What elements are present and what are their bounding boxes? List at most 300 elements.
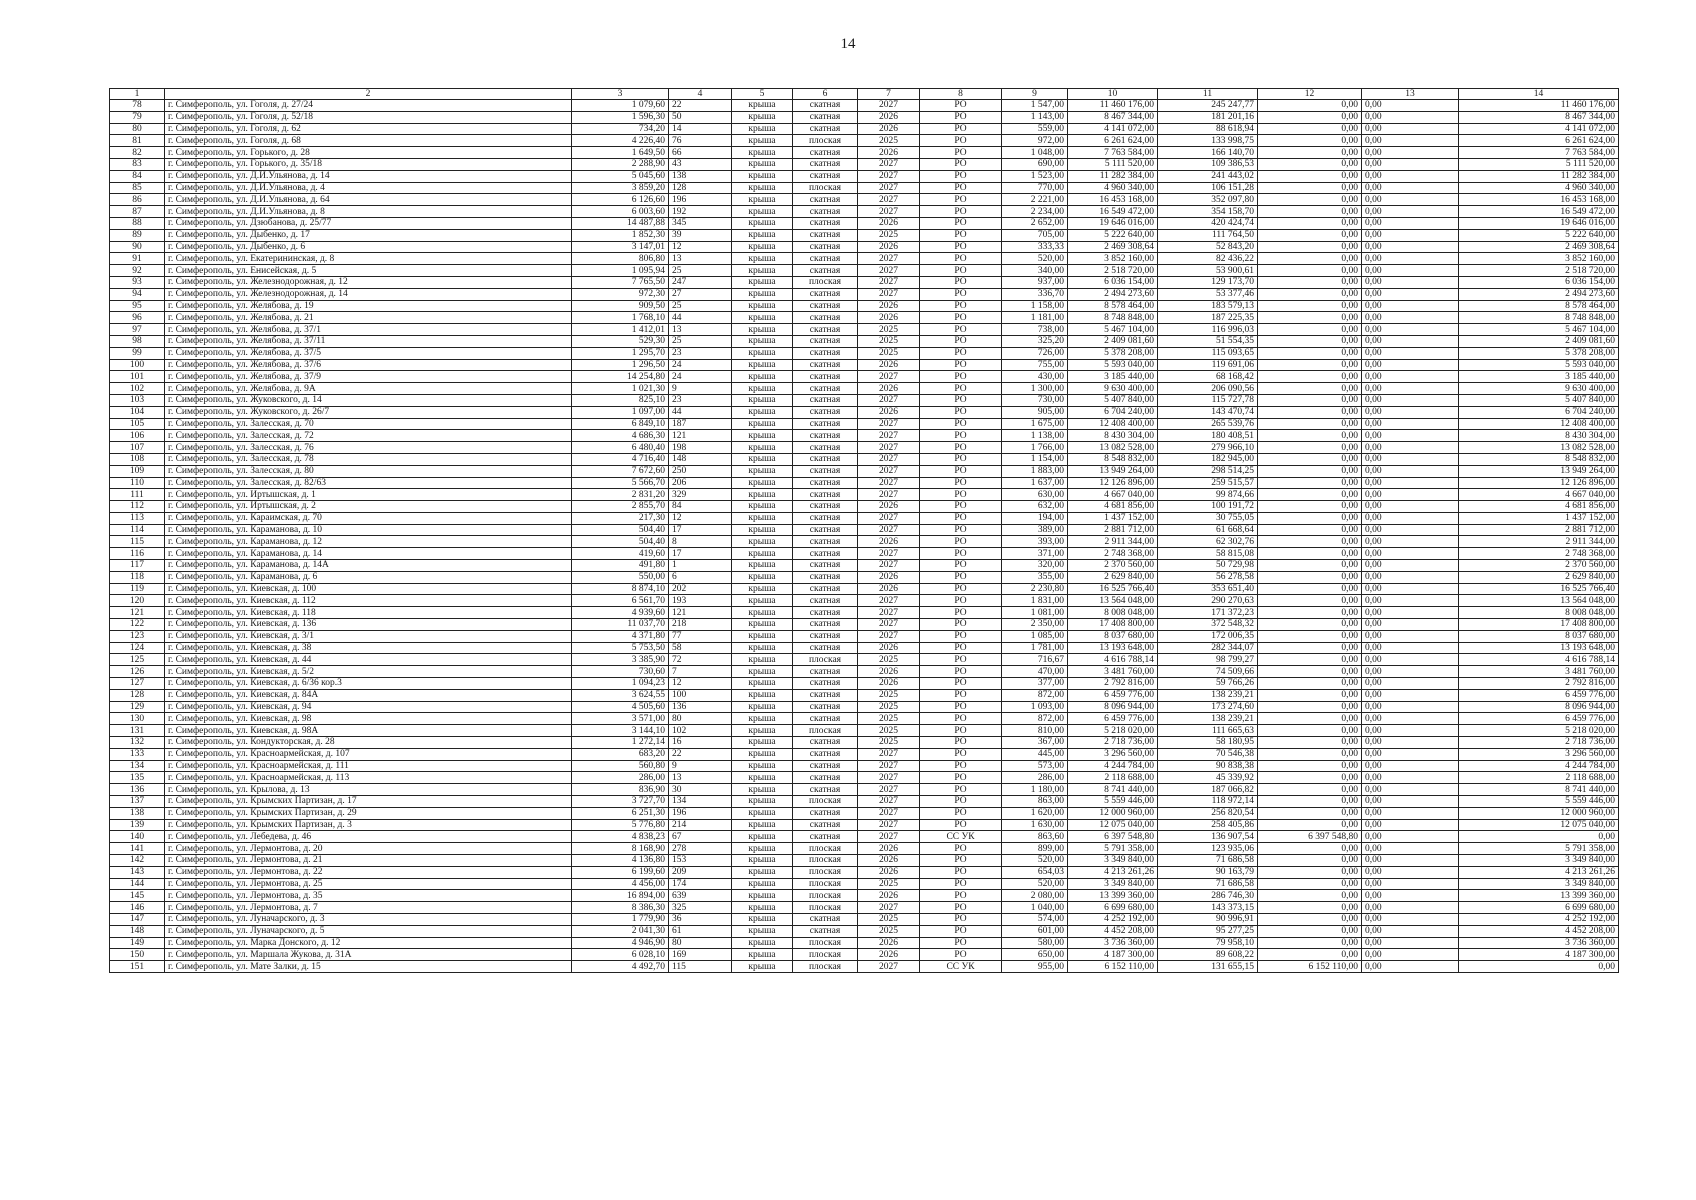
table-cell-col-3: 2 831,20 (572, 489, 669, 501)
table-cell-col-7: 2027 (858, 819, 920, 831)
table-cell-col-1: 142 (110, 855, 165, 867)
table-cell-col-10: 5 467 104,00 (1068, 324, 1158, 336)
table-cell-col-12: 0,00 (1258, 241, 1362, 253)
column-number-3: 3 (572, 89, 669, 100)
table-cell-col-6: плоская (793, 949, 858, 961)
table-cell-col-3: 529,30 (572, 335, 669, 347)
table-cell-col-12: 6 397 548,80 (1258, 831, 1362, 843)
table-cell-col-1: 131 (110, 725, 165, 737)
table-cell-col-4: 30 (669, 784, 732, 796)
table-cell-col-2: г. Симферополь, ул. Горького, д. 28 (165, 147, 572, 159)
registry-table (109, 88, 1619, 973)
table-cell-col-10: 3 852 160,00 (1068, 253, 1158, 265)
table-cell-col-8: РО (920, 654, 1002, 666)
table-cell-col-4: 17 (669, 548, 732, 560)
table-cell-col-8: РО (920, 902, 1002, 914)
table-row (110, 819, 1619, 831)
table-cell-col-14: 8 748 848,00 (1459, 312, 1619, 324)
table-cell-col-11: 90 996,91 (1158, 913, 1258, 925)
table-cell-col-14: 0,00 (1459, 831, 1619, 843)
table-cell-col-5: крыша (732, 725, 793, 737)
table-cell-col-13: 0,00 (1362, 536, 1459, 548)
table-cell-col-11: 82 436,22 (1158, 253, 1258, 265)
table-cell-col-5: крыша (732, 560, 793, 572)
table-cell-col-9: 937,00 (1002, 276, 1068, 288)
table-cell-col-1: 113 (110, 512, 165, 524)
table-cell-col-14: 5 218 020,00 (1459, 725, 1619, 737)
table-row (110, 583, 1619, 595)
table-cell-col-4: 250 (669, 465, 732, 477)
table-cell-col-6: скатная (793, 701, 858, 713)
table-cell-col-8: РО (920, 713, 1002, 725)
table-cell-col-7: 2027 (858, 902, 920, 914)
table-cell-col-8: РО (920, 548, 1002, 560)
table-cell-col-13: 0,00 (1362, 855, 1459, 867)
table-cell-col-14: 5 407 840,00 (1459, 394, 1619, 406)
table-cell-col-7: 2026 (858, 406, 920, 418)
table-cell-col-4: 44 (669, 312, 732, 324)
table-cell-col-3: 14 254,80 (572, 371, 669, 383)
table-cell-col-9: 650,00 (1002, 949, 1068, 961)
table-row (110, 855, 1619, 867)
table-cell-col-1: 80 (110, 123, 165, 135)
table-cell-col-14: 3 296 560,00 (1459, 748, 1619, 760)
table-cell-col-2: г. Симферополь, ул. Киевская, д. 98 (165, 713, 572, 725)
table-cell-col-13: 0,00 (1362, 725, 1459, 737)
table-cell-col-9: 810,00 (1002, 725, 1068, 737)
table-cell-col-13: 0,00 (1362, 265, 1459, 277)
table-row (110, 843, 1619, 855)
table-row (110, 512, 1619, 524)
table-cell-col-13: 0,00 (1362, 961, 1459, 973)
table-cell-col-10: 4 667 040,00 (1068, 489, 1158, 501)
table-cell-col-3: 1 852,30 (572, 229, 669, 241)
table-cell-col-7: 2025 (858, 335, 920, 347)
table-cell-col-4: 198 (669, 442, 732, 454)
table-row (110, 536, 1619, 548)
table-cell-col-10: 2 718 736,00 (1068, 737, 1158, 749)
table-cell-col-9: 716,67 (1002, 654, 1068, 666)
table-cell-col-11: 352 097,80 (1158, 194, 1258, 206)
table-cell-col-6: скатная (793, 288, 858, 300)
table-cell-col-3: 806,80 (572, 253, 669, 265)
table-cell-col-12: 0,00 (1258, 784, 1362, 796)
table-cell-col-9: 2 652,00 (1002, 217, 1068, 229)
table-cell-col-14: 4 187 300,00 (1459, 949, 1619, 961)
table-cell-col-12: 0,00 (1258, 536, 1362, 548)
table-cell-col-6: скатная (793, 430, 858, 442)
table-cell-col-9: 872,00 (1002, 689, 1068, 701)
table-cell-col-4: 67 (669, 831, 732, 843)
table-cell-col-3: 1 097,00 (572, 406, 669, 418)
table-cell-col-8: РО (920, 630, 1002, 642)
table-cell-col-1: 89 (110, 229, 165, 241)
table-cell-col-9: 580,00 (1002, 937, 1068, 949)
table-cell-col-3: 1 079,60 (572, 100, 669, 112)
table-cell-col-1: 141 (110, 843, 165, 855)
table-cell-col-5: крыша (732, 536, 793, 548)
table-cell-col-4: 148 (669, 453, 732, 465)
table-cell-col-3: 1 779,90 (572, 913, 669, 925)
table-cell-col-2: г. Симферополь, ул. Луначарского, д. 3 (165, 913, 572, 925)
table-cell-col-8: РО (920, 949, 1002, 961)
table-cell-col-13: 0,00 (1362, 489, 1459, 501)
table-cell-col-6: скатная (793, 819, 858, 831)
table-cell-col-13: 0,00 (1362, 430, 1459, 442)
table-cell-col-10: 3 185 440,00 (1068, 371, 1158, 383)
table-cell-col-1: 108 (110, 453, 165, 465)
table-cell-col-14: 4 681 856,00 (1459, 501, 1619, 513)
table-cell-col-12: 0,00 (1258, 288, 1362, 300)
table-cell-col-3: 2 288,90 (572, 158, 669, 170)
table-cell-col-2: г. Симферополь, ул. Киевская, д. 5/2 (165, 666, 572, 678)
table-cell-col-2: г. Симферополь, ул. Киевская, д. 136 (165, 619, 572, 631)
table-cell-col-6: скатная (793, 158, 858, 170)
table-cell-col-13: 0,00 (1362, 182, 1459, 194)
table-cell-col-10: 19 646 016,00 (1068, 217, 1158, 229)
table-cell-col-10: 8 548 832,00 (1068, 453, 1158, 465)
table-cell-col-11: 111 764,50 (1158, 229, 1258, 241)
table-cell-col-10: 16 525 766,40 (1068, 583, 1158, 595)
table-cell-col-5: крыша (732, 312, 793, 324)
table-cell-col-7: 2027 (858, 206, 920, 218)
table-cell-col-12: 0,00 (1258, 807, 1362, 819)
table-cell-col-12: 0,00 (1258, 772, 1362, 784)
table-cell-col-7: 2027 (858, 831, 920, 843)
table-cell-col-3: 16 894,00 (572, 890, 669, 902)
table-row (110, 347, 1619, 359)
table-cell-col-8: РО (920, 772, 1002, 784)
table-cell-col-2: г. Симферополь, ул. Крымских Партизан, д. 29 (165, 807, 572, 819)
table-cell-col-6: скатная (793, 772, 858, 784)
table-cell-col-6: плоская (793, 855, 858, 867)
table-cell-col-6: скатная (793, 630, 858, 642)
table-cell-col-8: РО (920, 890, 1002, 902)
table-row (110, 135, 1619, 147)
table-cell-col-5: крыша (732, 748, 793, 760)
table-cell-col-1: 82 (110, 147, 165, 159)
table-cell-col-3: 2 041,30 (572, 925, 669, 937)
table-cell-col-2: г. Симферополь, ул. Кондукторская, д. 28 (165, 737, 572, 749)
table-row (110, 406, 1619, 418)
table-cell-col-6: скатная (793, 512, 858, 524)
table-cell-col-13: 0,00 (1362, 819, 1459, 831)
table-row (110, 689, 1619, 701)
table-cell-col-10: 6 459 776,00 (1068, 689, 1158, 701)
table-cell-col-12: 0,00 (1258, 630, 1362, 642)
table-cell-col-13: 0,00 (1362, 949, 1459, 961)
table-cell-col-13: 0,00 (1362, 312, 1459, 324)
table-cell-col-2: г. Симферополь, ул. Лермонтова, д. 20 (165, 843, 572, 855)
table-cell-col-4: 17 (669, 524, 732, 536)
table-cell-col-9: 2 080,00 (1002, 890, 1068, 902)
table-cell-col-14: 3 852 160,00 (1459, 253, 1619, 265)
table-cell-col-1: 107 (110, 442, 165, 454)
table-cell-col-3: 5 753,50 (572, 642, 669, 654)
table-cell-col-2: г. Симферополь, ул. Желябова, д. 21 (165, 312, 572, 324)
table-cell-col-3: 1 649,50 (572, 147, 669, 159)
table-cell-col-11: 98 799,27 (1158, 654, 1258, 666)
table-cell-col-10: 5 593 040,00 (1068, 359, 1158, 371)
table-cell-col-1: 100 (110, 359, 165, 371)
table-cell-col-4: 12 (669, 241, 732, 253)
table-cell-col-7: 2027 (858, 524, 920, 536)
table-row (110, 265, 1619, 277)
table-cell-col-2: г. Симферополь, ул. Желябова, д. 37/6 (165, 359, 572, 371)
table-cell-col-3: 3 624,55 (572, 689, 669, 701)
table-row (110, 831, 1619, 843)
table-cell-col-5: крыша (732, 701, 793, 713)
table-cell-col-12: 0,00 (1258, 524, 1362, 536)
table-cell-col-13: 0,00 (1362, 170, 1459, 182)
table-cell-col-2: г. Симферополь, ул. Желябова, д. 37/9 (165, 371, 572, 383)
table-cell-col-7: 2027 (858, 453, 920, 465)
column-number-13: 13 (1362, 89, 1459, 100)
table-cell-col-8: РО (920, 347, 1002, 359)
table-cell-col-12: 0,00 (1258, 583, 1362, 595)
table-cell-col-3: 4 226,40 (572, 135, 669, 147)
table-cell-col-4: 100 (669, 689, 732, 701)
table-cell-col-10: 13 949 264,00 (1068, 465, 1158, 477)
table-cell-col-2: г. Симферополь, ул. Залесская, д. 80 (165, 465, 572, 477)
table-cell-col-8: РО (920, 807, 1002, 819)
table-cell-col-11: 58 815,08 (1158, 548, 1258, 560)
table-cell-col-4: 76 (669, 135, 732, 147)
table-cell-col-14: 6 459 776,00 (1459, 689, 1619, 701)
table-cell-col-12: 0,00 (1258, 477, 1362, 489)
table-row (110, 902, 1619, 914)
table-cell-col-1: 90 (110, 241, 165, 253)
table-cell-col-2: г. Симферополь, ул. Жуковского, д. 14 (165, 394, 572, 406)
table-cell-col-11: 181 201,16 (1158, 111, 1258, 123)
table-cell-col-13: 0,00 (1362, 548, 1459, 560)
table-cell-col-10: 6 704 240,00 (1068, 406, 1158, 418)
table-cell-col-9: 632,00 (1002, 501, 1068, 513)
table-cell-col-9: 320,00 (1002, 560, 1068, 572)
table-row (110, 371, 1619, 383)
table-row (110, 288, 1619, 300)
table-cell-col-6: скатная (793, 666, 858, 678)
table-cell-col-8: РО (920, 536, 1002, 548)
table-cell-col-4: 325 (669, 902, 732, 914)
table-cell-col-14: 8 741 440,00 (1459, 784, 1619, 796)
table-row (110, 807, 1619, 819)
table-cell-col-11: 58 180,95 (1158, 737, 1258, 749)
table-cell-col-11: 109 386,53 (1158, 158, 1258, 170)
table-cell-col-2: г. Симферополь, ул. Гоголя, д. 62 (165, 123, 572, 135)
table-cell-col-13: 0,00 (1362, 335, 1459, 347)
table-cell-col-8: РО (920, 571, 1002, 583)
table-cell-col-8: РО (920, 253, 1002, 265)
table-cell-col-14: 2 629 840,00 (1459, 571, 1619, 583)
table-cell-col-9: 2 221,00 (1002, 194, 1068, 206)
table-cell-col-13: 0,00 (1362, 866, 1459, 878)
table-cell-col-1: 150 (110, 949, 165, 961)
table-cell-col-9: 430,00 (1002, 371, 1068, 383)
table-cell-col-7: 2026 (858, 241, 920, 253)
table-row (110, 654, 1619, 666)
table-cell-col-14: 4 213 261,26 (1459, 866, 1619, 878)
table-cell-col-14: 3 349 840,00 (1459, 855, 1619, 867)
table-cell-col-14: 4 616 788,14 (1459, 654, 1619, 666)
table-cell-col-9: 1 630,00 (1002, 819, 1068, 831)
table-cell-col-12: 0,00 (1258, 913, 1362, 925)
table-cell-col-14: 2 748 368,00 (1459, 548, 1619, 560)
table-cell-col-3: 11 037,70 (572, 619, 669, 631)
column-number-1: 1 (110, 89, 165, 100)
table-cell-col-1: 129 (110, 701, 165, 713)
table-cell-col-7: 2027 (858, 371, 920, 383)
table-cell-col-12: 0,00 (1258, 453, 1362, 465)
table-cell-col-3: 5 566,70 (572, 477, 669, 489)
table-cell-col-3: 6 849,10 (572, 418, 669, 430)
table-cell-col-4: 50 (669, 111, 732, 123)
table-cell-col-1: 103 (110, 394, 165, 406)
table-cell-col-5: крыша (732, 135, 793, 147)
table-cell-col-10: 2 748 368,00 (1068, 548, 1158, 560)
table-cell-col-11: 90 838,38 (1158, 760, 1258, 772)
table-cell-col-2: г. Симферополь, ул. Караманова, д. 14 (165, 548, 572, 560)
table-cell-col-10: 16 453 168,00 (1068, 194, 1158, 206)
table-cell-col-11: 166 140,70 (1158, 147, 1258, 159)
table-cell-col-3: 3 385,90 (572, 654, 669, 666)
table-cell-col-8: РО (920, 583, 1002, 595)
table-cell-col-8: СС УК (920, 961, 1002, 973)
table-cell-col-10: 5 222 640,00 (1068, 229, 1158, 241)
table-cell-col-13: 0,00 (1362, 123, 1459, 135)
table-cell-col-10: 4 187 300,00 (1068, 949, 1158, 961)
table-cell-col-3: 1 295,70 (572, 347, 669, 359)
table-cell-col-5: крыша (732, 630, 793, 642)
table-cell-col-12: 0,00 (1258, 713, 1362, 725)
table-cell-col-14: 8 430 304,00 (1459, 430, 1619, 442)
table-cell-col-4: 6 (669, 571, 732, 583)
table-cell-col-5: крыша (732, 100, 793, 112)
table-row (110, 170, 1619, 182)
table-cell-col-13: 0,00 (1362, 689, 1459, 701)
table-row (110, 217, 1619, 229)
table-cell-col-6: скатная (793, 371, 858, 383)
table-cell-col-2: г. Симферополь, ул. Лермонтова, д. 7 (165, 902, 572, 914)
table-cell-col-14: 6 036 154,00 (1459, 276, 1619, 288)
table-cell-col-5: крыша (732, 548, 793, 560)
table-cell-col-5: крыша (732, 796, 793, 808)
table-cell-col-10: 5 559 446,00 (1068, 796, 1158, 808)
table-cell-col-8: РО (920, 430, 1002, 442)
table-cell-col-11: 173 274,60 (1158, 701, 1258, 713)
table-cell-col-3: 3 571,00 (572, 713, 669, 725)
table-cell-col-10: 2 409 081,60 (1068, 335, 1158, 347)
table-cell-col-6: плоская (793, 796, 858, 808)
table-cell-col-11: 143 373,15 (1158, 902, 1258, 914)
table-row (110, 465, 1619, 477)
table-cell-col-6: скатная (793, 217, 858, 229)
table-row (110, 229, 1619, 241)
table-cell-col-13: 0,00 (1362, 347, 1459, 359)
table-cell-col-11: 136 907,54 (1158, 831, 1258, 843)
table-cell-col-3: 1 296,50 (572, 359, 669, 371)
table-cell-col-7: 2026 (858, 383, 920, 395)
table-cell-col-11: 354 158,70 (1158, 206, 1258, 218)
table-row (110, 324, 1619, 336)
table-cell-col-2: г. Симферополь, ул. Железнодорожная, д. 14 (165, 288, 572, 300)
table-cell-col-12: 6 152 110,00 (1258, 961, 1362, 973)
table-cell-col-11: 241 443,02 (1158, 170, 1258, 182)
table-cell-col-13: 0,00 (1362, 713, 1459, 725)
table-cell-col-11: 88 618,94 (1158, 123, 1258, 135)
table-cell-col-7: 2025 (858, 725, 920, 737)
table-cell-col-3: 2 855,70 (572, 501, 669, 513)
table-cell-col-10: 5 218 020,00 (1068, 725, 1158, 737)
table-cell-col-2: г. Симферополь, ул. Лермонтова, д. 25 (165, 878, 572, 890)
table-cell-col-9: 1 300,00 (1002, 383, 1068, 395)
table-cell-col-5: крыша (732, 666, 793, 678)
table-cell-col-14: 3 185 440,00 (1459, 371, 1619, 383)
table-cell-col-3: 419,60 (572, 548, 669, 560)
table-cell-col-10: 8 578 464,00 (1068, 300, 1158, 312)
column-number-10: 10 (1068, 89, 1158, 100)
table-cell-col-2: г. Симферополь, ул. Лермонтова, д. 22 (165, 866, 572, 878)
table-cell-col-12: 0,00 (1258, 489, 1362, 501)
table-cell-col-11: 50 729,98 (1158, 560, 1258, 572)
table-cell-col-9: 1 040,00 (1002, 902, 1068, 914)
table-cell-col-9: 1 883,00 (1002, 465, 1068, 477)
table-cell-col-14: 11 282 384,00 (1459, 170, 1619, 182)
table-cell-col-4: 66 (669, 147, 732, 159)
table-cell-col-1: 84 (110, 170, 165, 182)
table-row (110, 630, 1619, 642)
table-row (110, 453, 1619, 465)
table-cell-col-5: крыша (732, 465, 793, 477)
table-cell-col-5: крыша (732, 265, 793, 277)
table-cell-col-1: 104 (110, 406, 165, 418)
table-cell-col-4: 24 (669, 371, 732, 383)
table-cell-col-7: 2027 (858, 170, 920, 182)
table-cell-col-2: г. Симферополь, ул. Марка Донского, д. 12 (165, 937, 572, 949)
table-cell-col-3: 5 776,80 (572, 819, 669, 831)
table-cell-col-14: 2 370 560,00 (1459, 560, 1619, 572)
table-cell-col-1: 126 (110, 666, 165, 678)
table-cell-col-12: 0,00 (1258, 324, 1362, 336)
table-cell-col-8: РО (920, 689, 1002, 701)
table-cell-col-13: 0,00 (1362, 276, 1459, 288)
table-cell-col-1: 79 (110, 111, 165, 123)
table-cell-col-3: 3 147,01 (572, 241, 669, 253)
table-cell-col-4: 80 (669, 937, 732, 949)
table-cell-col-10: 11 282 384,00 (1068, 170, 1158, 182)
table-cell-col-14: 2 494 273,60 (1459, 288, 1619, 300)
column-number-5: 5 (732, 89, 793, 100)
table-cell-col-1: 149 (110, 937, 165, 949)
table-cell-col-1: 110 (110, 477, 165, 489)
table-cell-col-10: 13 082 528,00 (1068, 442, 1158, 454)
table-cell-col-6: плоская (793, 654, 858, 666)
table-cell-col-1: 122 (110, 619, 165, 631)
table-cell-col-6: скатная (793, 760, 858, 772)
table-cell-col-2: г. Симферополь, ул. Красноармейская, д. 113 (165, 772, 572, 784)
table-cell-col-6: скатная (793, 807, 858, 819)
table-cell-col-7: 2026 (858, 866, 920, 878)
table-cell-col-1: 118 (110, 571, 165, 583)
table-cell-col-7: 2027 (858, 961, 920, 973)
table-cell-col-11: 206 090,56 (1158, 383, 1258, 395)
table-cell-col-7: 2026 (858, 642, 920, 654)
table-row (110, 949, 1619, 961)
table-cell-col-8: РО (920, 217, 1002, 229)
table-cell-col-10: 16 549 472,00 (1068, 206, 1158, 218)
table-cell-col-4: 13 (669, 324, 732, 336)
table-cell-col-12: 0,00 (1258, 642, 1362, 654)
